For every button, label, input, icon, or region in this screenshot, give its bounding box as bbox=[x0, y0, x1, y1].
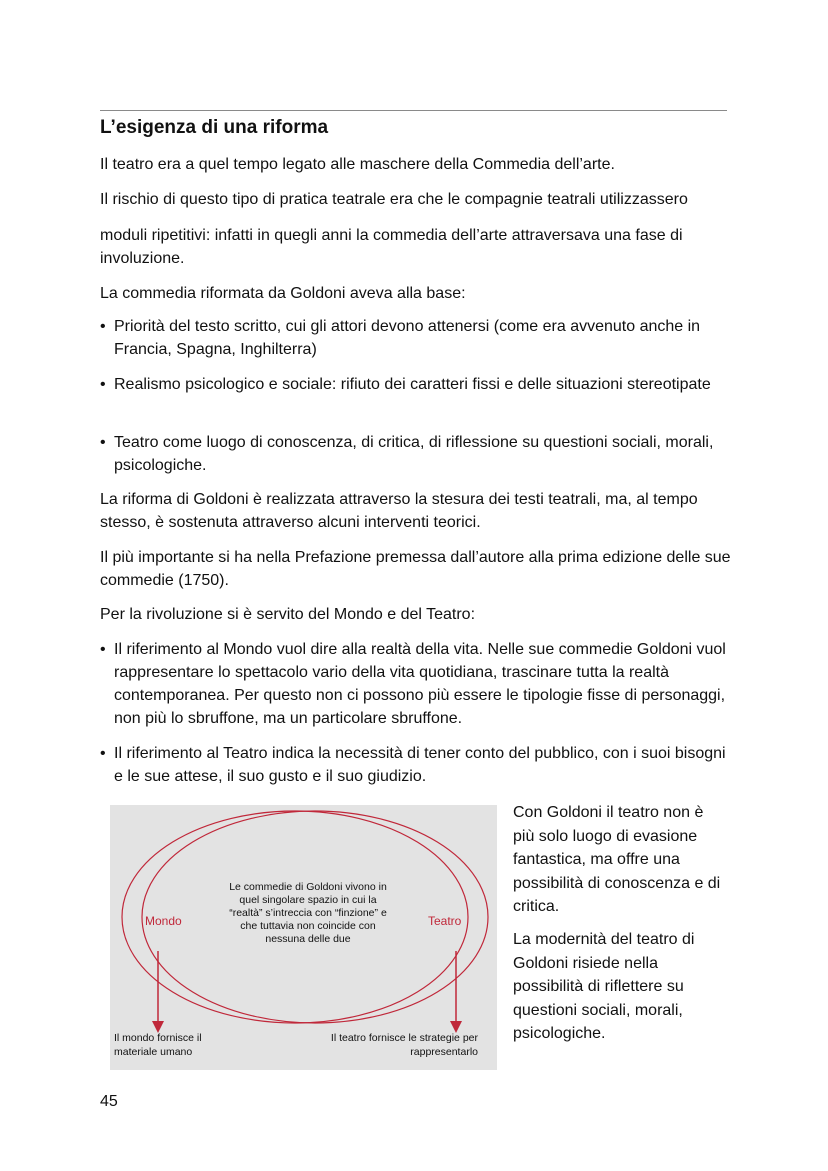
bullet-text: Il riferimento al Teatro indica la necessità di tener conto del pubblico, con i suoi bisogni e le sue attese, il suo gusto e il suo giudizio. bbox=[114, 745, 726, 785]
bullet-item bbox=[100, 431, 730, 477]
bullet-text: Realismo psicologico e sociale: rifiuto dei caratteri fissi e delle situazioni stereotipate bbox=[114, 376, 711, 393]
bullet-text: Priorità del testo scritto, cui gli attori devono attenersi (come era avvenuto anche in Francia, Spagna, Inghilterra) bbox=[114, 318, 701, 358]
teatro-note: Il teatro fornisce le strategie per rappresentarlo bbox=[330, 1032, 478, 1058]
side-paragraph: Con Goldoni il teatro non è più solo luogo di evasione fantastica, ma offre una possibilità di conoscenza e di critica. bbox=[513, 804, 721, 915]
bullet-item bbox=[100, 638, 730, 730]
bullet-item bbox=[100, 373, 730, 396]
paragraph: La riforma di Goldoni è realizzata attraverso la stesura dei testi teatrali, ma, al tempo stesso, è sostenuta attraverso alcuni interventi teorici. bbox=[100, 491, 698, 531]
side-paragraph: La modernità del teatro di Goldoni risiede nella possibilità di riflettere su questioni sociali, morali, psicologiche. bbox=[513, 931, 695, 1042]
bullet-dot: • bbox=[100, 641, 106, 658]
paragraph: Il rischio di questo tipo di pratica teatrale era che le compagnie teatrali utilizzassero bbox=[100, 191, 688, 208]
paragraph: moduli ripetitivi: infatti in quegli anni la commedia dell’arte attraversava una fase di involuzione. bbox=[100, 227, 683, 267]
bullet-text: Il riferimento al Mondo vuol dire alla realtà della vita. Nelle sue commedie Goldoni vuol rappresentare lo spettacolo vario della vita quotidiana, trascinare tutta la realtà contemporanea. Per questo non ci possono più essere le tipologie fisse di personaggi, non più lo sbruffone, ma un particolare sbruffone. bbox=[114, 641, 726, 727]
mondo-label: Mondo bbox=[145, 914, 182, 928]
page-number: 45 bbox=[100, 1093, 118, 1110]
bullet-item bbox=[100, 315, 730, 361]
bullet-dot: • bbox=[100, 434, 106, 451]
paragraph: Il più importante si ha nella Prefazione premessa dall’autore alla prima edizione delle sue commedie (1750). bbox=[100, 549, 731, 589]
bullet-dot: • bbox=[100, 318, 106, 335]
paragraph: Il teatro era a quel tempo legato alle maschere della Commedia dell’arte. bbox=[100, 156, 615, 173]
bullet-text: Teatro come luogo di conoscenza, di critica, di riflessione su questioni sociali, morali, psicologiche. bbox=[114, 434, 714, 474]
teatro-label: Teatro bbox=[428, 914, 462, 928]
paragraph: La commedia riformata da Goldoni aveva alla base: bbox=[100, 285, 466, 302]
mondo-note: Il mondo fornisce il materiale umano bbox=[114, 1032, 202, 1058]
top-rule bbox=[100, 110, 727, 111]
section-heading: L’esigenza di una riforma bbox=[100, 117, 329, 138]
bullet-item bbox=[100, 742, 730, 788]
diagram-center-text: Le commedie di Goldoni vivono in quel singolare spazio in cui la “realtà” s’intreccia con “finzione” e che tuttavia non coincide con nessuna delle due bbox=[229, 881, 387, 945]
bullet-dot: • bbox=[100, 376, 106, 393]
paragraph: Per la rivoluzione si è servito del Mondo e del Teatro: bbox=[100, 606, 476, 623]
bullet-dot: • bbox=[100, 745, 106, 762]
